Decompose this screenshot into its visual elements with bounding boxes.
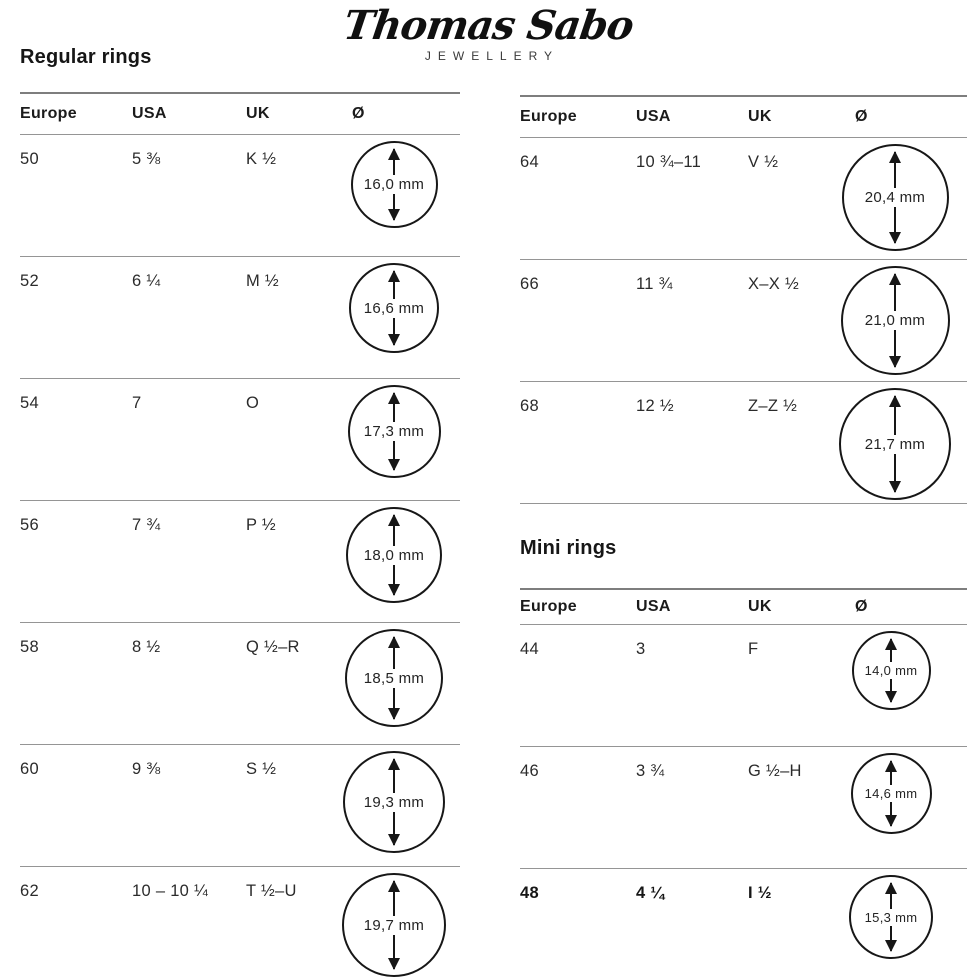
usa-size-value: 3 ¾ (636, 762, 665, 780)
uk-size-value: X–X ½ (748, 275, 800, 293)
table-header-row (520, 588, 967, 624)
diameter-label: 18,0 mm (363, 546, 425, 564)
diameter-label: 16,0 mm (363, 176, 425, 193)
table-row (520, 381, 967, 503)
table-row (20, 622, 460, 744)
diameter-cell (352, 257, 460, 378)
ring-diameter-circle (839, 388, 951, 500)
uk-size-value: S ½ (246, 760, 277, 778)
europe-size-value: 50 (20, 150, 39, 168)
diameter-cell (352, 745, 460, 866)
right-column-section (520, 95, 967, 977)
diameter-label: 19,3 mm (363, 793, 425, 811)
column-header-uk: UK (748, 108, 772, 125)
column-header-europe: Europe (20, 105, 77, 122)
table-row (20, 866, 460, 977)
uk-size-value: V ½ (748, 153, 779, 171)
uk-size-value: P ½ (246, 516, 276, 534)
table-row (520, 868, 967, 977)
diameter-label: 14,6 mm (864, 786, 918, 801)
uk-size-value: Q ½–R (246, 638, 300, 656)
usa-size-value: 8 ½ (132, 638, 161, 656)
usa-size-value: 6 ¼ (132, 272, 161, 290)
ring-diameter-circle (342, 873, 446, 977)
diameter-cell (352, 623, 460, 744)
table-row (520, 746, 967, 868)
mini-rings-table (520, 588, 967, 977)
usa-size-value: 11 ¾ (636, 275, 673, 293)
diameter-cell (855, 869, 967, 977)
europe-size-value: 58 (20, 638, 39, 656)
regular-rings-table-left (20, 92, 460, 977)
europe-size-value: 46 (520, 762, 539, 780)
table-row (20, 500, 460, 622)
europe-size-value: 62 (20, 882, 39, 900)
diameter-cell (855, 625, 967, 746)
ring-diameter-circle (348, 385, 441, 478)
diameter-cell (855, 382, 967, 503)
diameter-label: 16,6 mm (363, 299, 425, 317)
europe-size-value: 52 (20, 272, 39, 290)
uk-size-value: I ½ (748, 884, 772, 902)
diameter-cell (855, 138, 967, 259)
europe-size-value: 56 (20, 516, 39, 534)
table-row (20, 744, 460, 866)
usa-size-value: 10 ¾–11 (636, 153, 702, 171)
usa-size-value: 3 (636, 640, 646, 658)
diameter-cell (352, 867, 460, 977)
diameter-label: 14,0 mm (864, 663, 918, 678)
diameter-cell (352, 501, 460, 622)
europe-size-value: 54 (20, 394, 39, 412)
table-header-row (520, 95, 967, 137)
uk-size-value: M ½ (246, 272, 279, 290)
table-row (20, 134, 460, 256)
column-header-diameter: Ø (352, 105, 365, 122)
europe-size-value: 60 (20, 760, 39, 778)
ring-diameter-circle (343, 751, 445, 853)
diameter-cell (352, 379, 460, 500)
ring-diameter-circle (842, 144, 949, 251)
column-header-diameter: Ø (855, 108, 868, 125)
uk-size-value: O (246, 394, 260, 412)
diameter-cell (855, 260, 967, 381)
uk-size-value: K ½ (246, 150, 277, 168)
mini-rings-title: Mini rings (520, 537, 617, 559)
diameter-label: 21,0 mm (864, 312, 926, 329)
usa-size-value: 12 ½ (636, 397, 674, 415)
table-row (520, 137, 967, 259)
column-header-diameter: Ø (855, 598, 868, 615)
ring-diameter-circle (346, 507, 442, 603)
usa-size-value: 7 ¾ (132, 516, 161, 534)
diameter-cell (352, 135, 460, 256)
column-header-usa: USA (636, 598, 671, 615)
uk-size-value: G ½–H (748, 762, 802, 780)
europe-size-value: 68 (520, 397, 539, 415)
ring-diameter-circle (851, 753, 932, 834)
table-header-row (20, 92, 460, 134)
diameter-label: 19,7 mm (363, 916, 425, 934)
europe-size-value: 66 (520, 275, 539, 293)
usa-size-value: 4 ¼ (636, 884, 665, 902)
column-header-usa: USA (132, 105, 167, 122)
ring-diameter-circle (351, 141, 438, 228)
column-header-europe: Europe (520, 108, 577, 125)
diameter-label: 21,7 mm (864, 435, 926, 453)
uk-size-value: T ½–U (246, 882, 297, 900)
column-header-usa: USA (636, 108, 671, 125)
ring-diameter-circle (852, 631, 931, 710)
diameter-label: 18,5 mm (363, 669, 425, 687)
ring-diameter-circle (841, 266, 950, 375)
column-header-europe: Europe (520, 598, 577, 615)
regular-rings-table-right (520, 95, 967, 504)
ring-diameter-circle (349, 263, 439, 353)
regular-rings-title: Regular rings (20, 46, 152, 68)
diameter-label: 17,3 mm (363, 423, 425, 440)
usa-size-value: 10 – 10 ¼ (132, 882, 209, 900)
usa-size-value: 5 ⅜ (132, 150, 161, 168)
brand-wordmark: Thomas Sabo (340, 2, 637, 49)
europe-size-value: 44 (520, 640, 539, 658)
regular-rings-section-left (20, 46, 460, 977)
table-row (20, 378, 460, 500)
diameter-label: 15,3 mm (864, 909, 918, 925)
ring-diameter-circle (345, 629, 443, 727)
column-header-uk: UK (748, 598, 772, 615)
ring-diameter-circle (849, 875, 933, 959)
table-row (520, 624, 967, 746)
brand-subtitle: JEWELLERY (424, 49, 560, 63)
usa-size-value: 7 (132, 394, 142, 412)
diameter-cell (855, 747, 967, 868)
column-header-uk: UK (246, 105, 270, 122)
europe-size-value: 64 (520, 153, 539, 171)
table-row (520, 259, 967, 381)
diameter-label: 20,4 mm (864, 189, 926, 206)
europe-size-value: 48 (520, 884, 539, 902)
usa-size-value: 9 ⅜ (132, 760, 161, 778)
uk-size-value: Z–Z ½ (748, 397, 798, 415)
table-row (20, 256, 460, 378)
uk-size-value: F (748, 640, 759, 658)
